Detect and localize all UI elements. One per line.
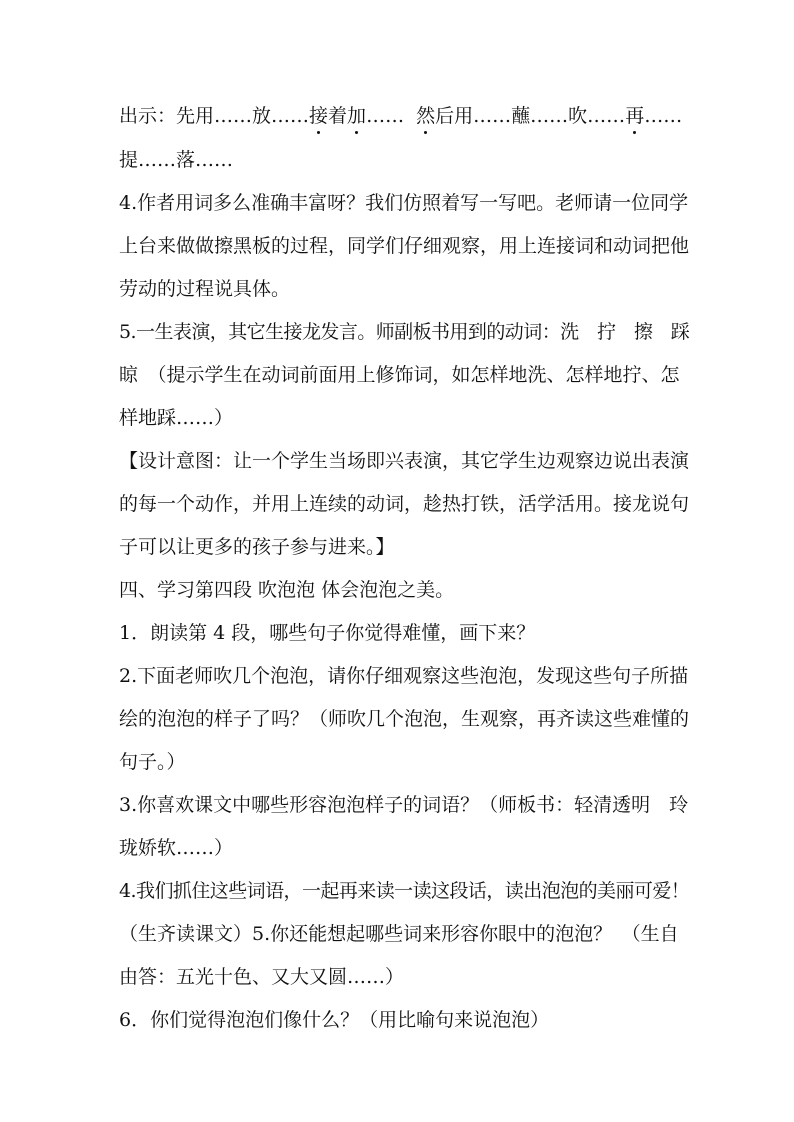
text-line-4: 上台来做做擦黑板的过程，同学们仔细观察，用上连接词和动词把他 <box>119 235 690 257</box>
text-line-9: 【设计意图：让一个学生当场即兴表演，其它学生边观察边说出表演 <box>119 450 690 472</box>
segment: 着 <box>328 105 348 127</box>
section-heading: 四、学习第四段 吹泡泡 体会泡泡之美。 <box>119 579 455 601</box>
text-line-2: 提……落…… <box>119 149 234 171</box>
emphasis-dot-char: 加 <box>347 105 367 127</box>
emphasis-dot-char: 接 <box>309 105 329 127</box>
text-line-1 <box>119 104 689 128</box>
text-line-7: 晾 （提示学生在动词前面用上修饰词，如怎样地洗、怎样地拧、怎 <box>119 364 680 386</box>
text-line-15: 绘的泡泡的样子了吗？（师吹几个泡泡，生观察，再齐读这些难懂的 <box>119 708 690 730</box>
text-line-22: 6．你们觉得泡泡们像什么？（用比喻句来说泡泡） <box>119 1009 550 1031</box>
segment: …… <box>644 105 683 127</box>
emphasis-dot-char: 然 <box>416 105 436 127</box>
text-line-21: 由答：五光十色、又大又圆……） <box>119 966 405 988</box>
text-line-17: 3.你喜欢课文中哪些形容泡泡样子的词语？（师板书：轻清透明 玲 <box>119 794 689 816</box>
segment: 后用……蘸……吹…… <box>435 105 626 127</box>
segment: …… <box>366 105 417 127</box>
text-line-16: 句子。） <box>119 751 186 773</box>
text-line-19: 4.我们抓住这些词语，一起再来读一读这段话，读出泡泡的美丽可爱！ <box>119 880 690 902</box>
text-line-8: 样地踩……） <box>119 407 234 429</box>
text-line-14: 2.下面老师吹几个泡泡，请你仔细观察这些泡泡，发现这些句子所描 <box>119 665 689 687</box>
text-line-6: 5.一生表演，其它生接龙发言。师副板书用到的动词：洗 拧 擦 踩 <box>119 321 690 343</box>
text-line-18: 珑娇软……） <box>119 837 234 859</box>
emphasis-dot-char: 再 <box>625 105 645 127</box>
text-line-11: 子可以让更多的孩子参与进来。】 <box>119 536 395 558</box>
text-line-10: 的每一个动作，并用上连续的动词，趁热打铁，活学活用。接龙说句 <box>119 493 690 515</box>
text-line-3: 4.作者用词多么准确丰富呀？我们仿照着写一写吧。老师请一位同学 <box>119 192 689 214</box>
text-line-5: 劳动的过程说具体。 <box>119 278 291 300</box>
segment: 出示：先用……放…… <box>119 105 310 127</box>
text-line-20: （生齐读课文）5.你还能想起哪些词来形容你眼中的泡泡？ （生自 <box>119 923 679 945</box>
text-line-13: 1．朗读第 4 段，哪些句子你觉得难懂，画下来？ <box>119 622 536 644</box>
